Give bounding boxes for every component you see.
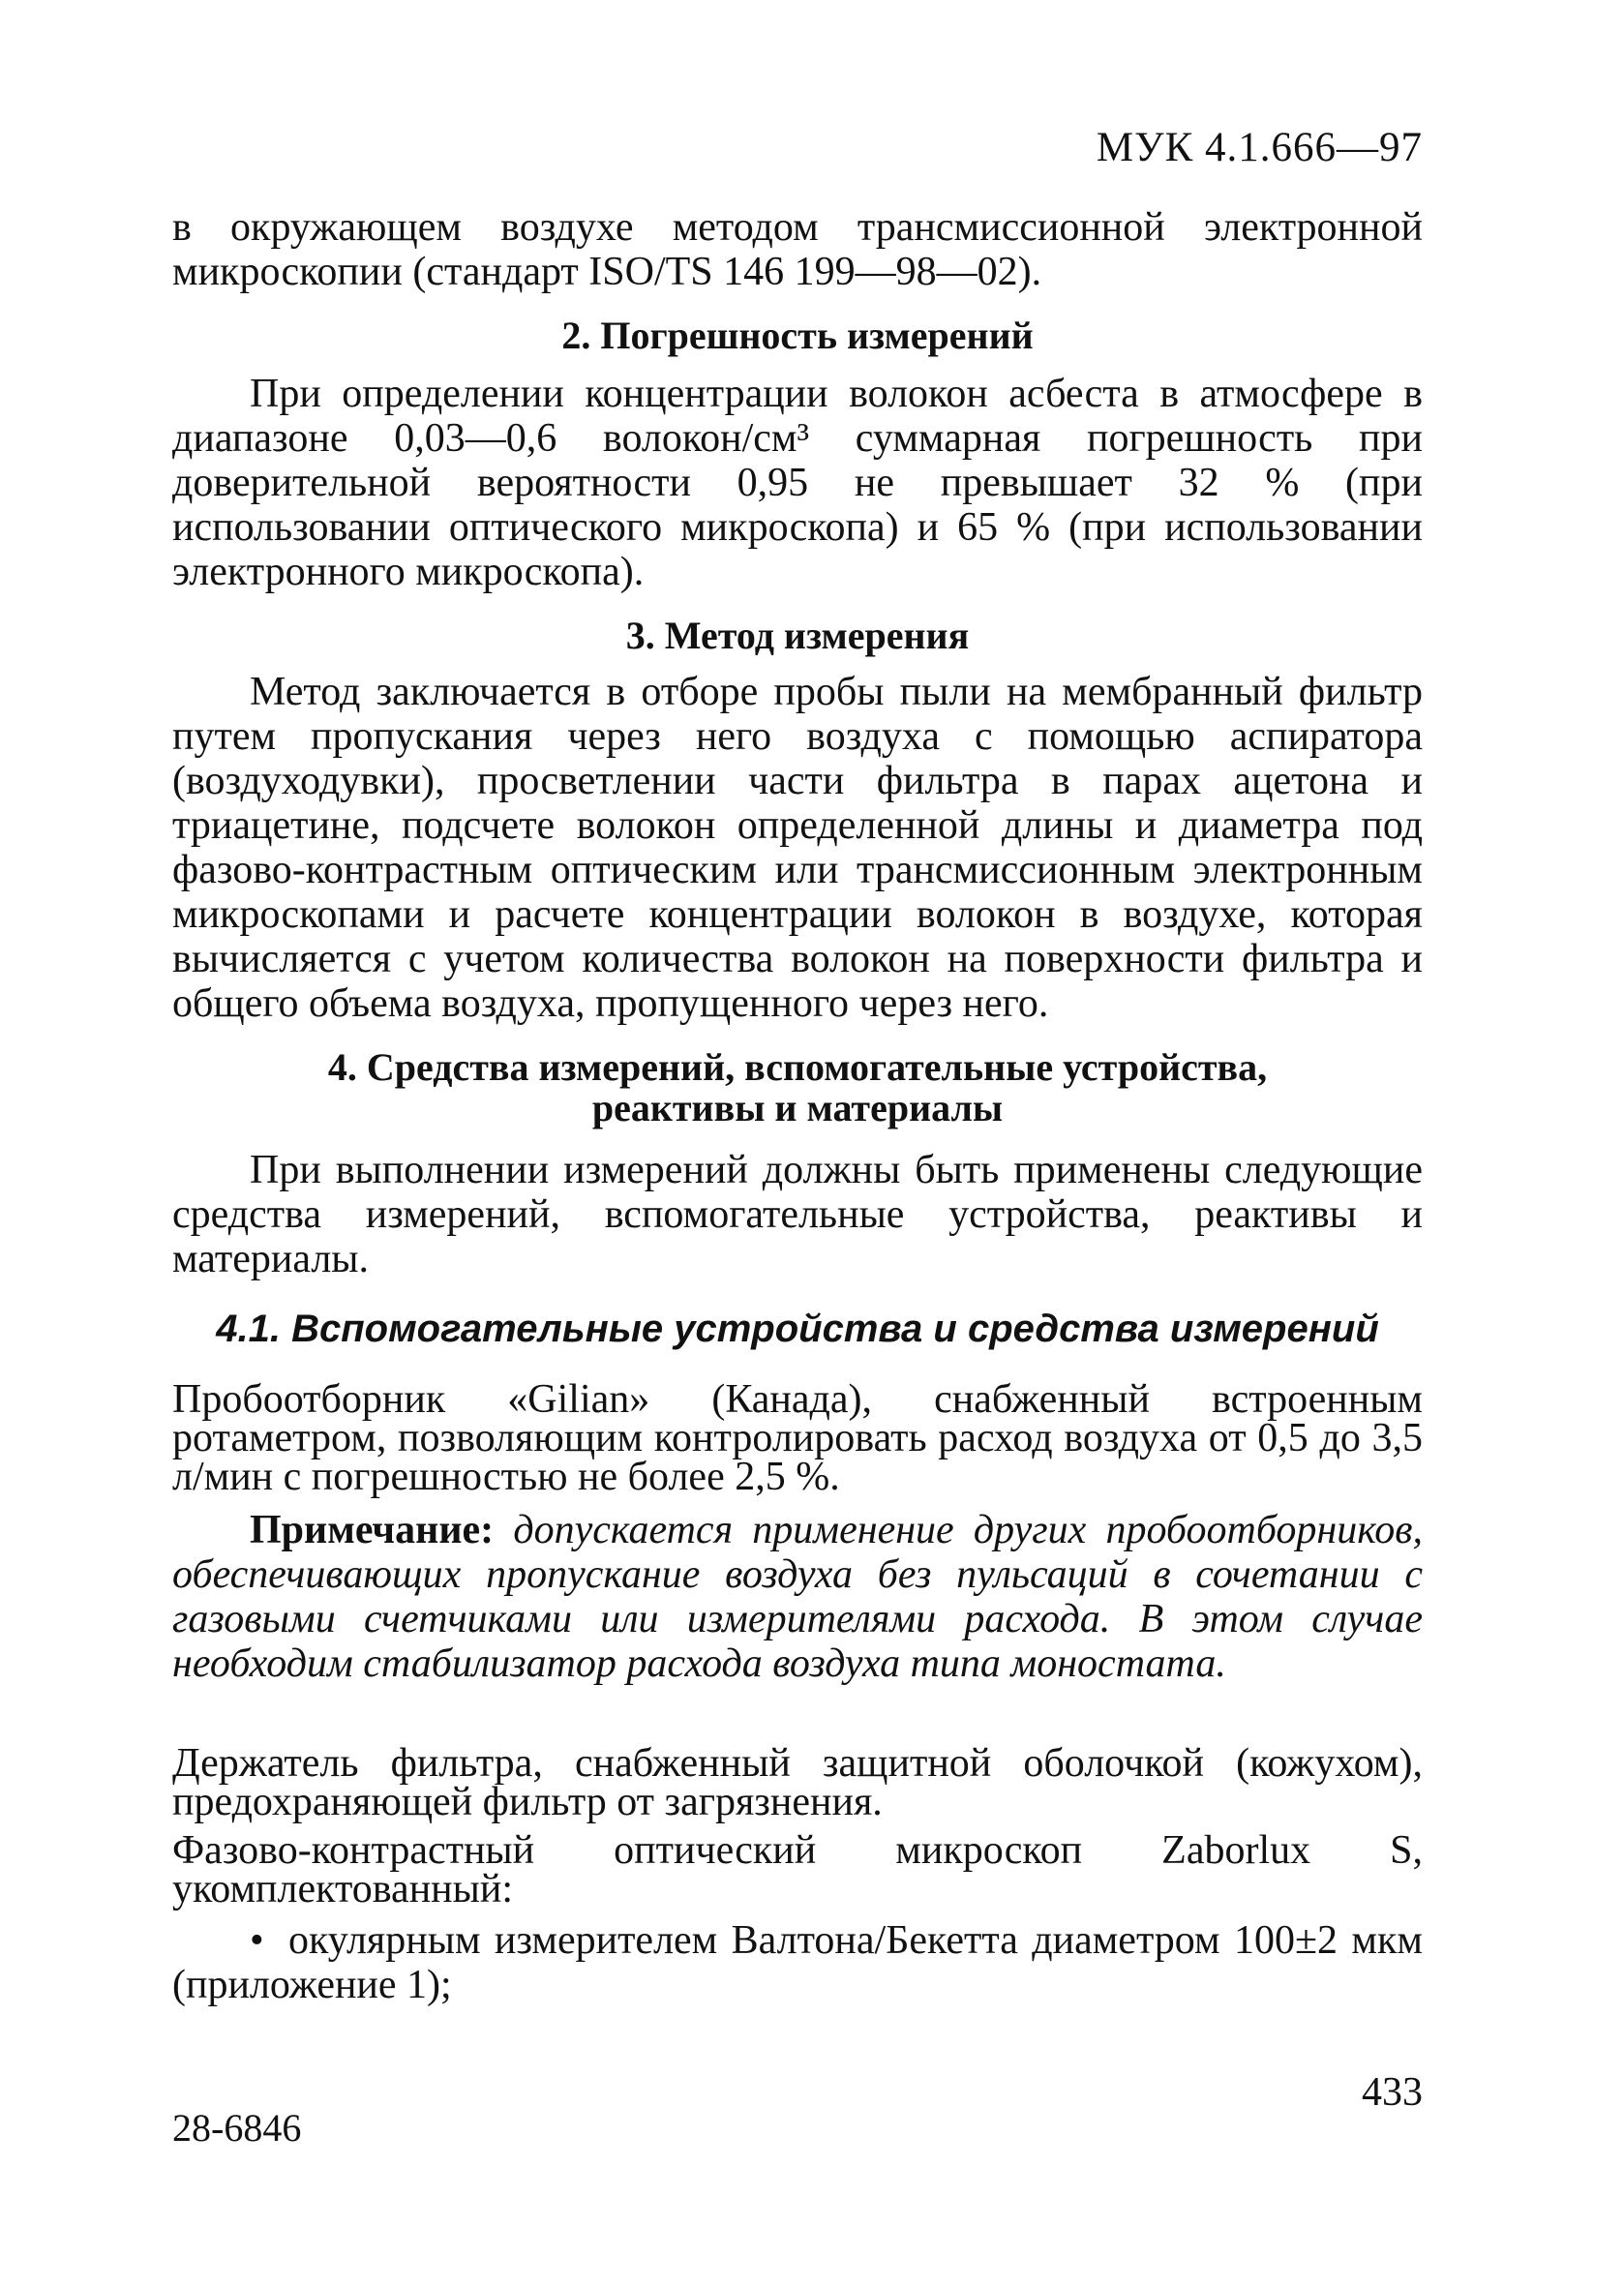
section-3-paragraph: Метод заключается в отборе пробы пыли на мембранный фильтр путем пропускания через него воздуха с помощью аспиратора (воздуходувки), просветлении части фильтра в парах ацетона и триацетине, подсчете волокон определенной длины и диаметра под фазово-контрастным оптическим или трансмиссионным электронным микроскопами и расчете концентрации волокон в воздухе, которая вычисляется с учетом количества волокон на поверхности фильтра и общего объема воздуха, пропущенного через него. xyxy=(172,670,1423,1026)
list-item-text: окулярным измерителем Валтона/Бекетта диаметром 100±2 мкм (приложение 1); xyxy=(172,1918,1423,2007)
print-signature: 28-6846 xyxy=(172,2106,302,2150)
page-number: 433 xyxy=(1362,2070,1423,2115)
subsection-4-1-heading: 4.1. Вспомогательные устройства и средства измерений xyxy=(216,1308,1379,1350)
bullet-icon: • xyxy=(250,1918,264,1963)
section-4-heading xyxy=(172,1047,1423,1128)
section-4-heading-line-2: реактивы и материалы xyxy=(591,1086,1004,1129)
note-paragraph xyxy=(172,1508,1423,1686)
microscope-paragraph: Фазово-контрастный оптический микроскоп Zaborlux S, укомплектованный: xyxy=(172,1828,1423,1911)
intro-paragraph: в окружающем воздухе методом трансмиссионной электронной микроскопии (стандарт ISO/TS 146 199—98—02). xyxy=(172,205,1423,294)
section-4-heading-line-1: 4. Средства измерений, вспомогательные устройства, xyxy=(327,1045,1268,1089)
page-content xyxy=(172,205,1423,2007)
section-2-paragraph: При определении концентрации волокон асбеста в атмосфере в диапазоне 0,03—0,6 волокон/см³ суммарная погрешность при доверительной вероятности 0,95 не превышает 32 % (при использовании оптического микроскопа) и 65 % (при использовании электронного микроскопа). xyxy=(172,372,1423,594)
document-code: МУК 4.1.666—97 xyxy=(1096,125,1423,170)
holder-paragraph: Держатель фильтра, снабженный защитной оболочкой (кожухом), предохраняющей фильтр от загрязнения. xyxy=(172,1741,1423,1824)
section-4-paragraph: При выполнении измерений должны быть применены следующие средства измерений, вспомогательные устройства, реактивы и материалы. xyxy=(172,1148,1423,1281)
section-3-heading: 3. Метод измерения xyxy=(625,614,970,657)
list-item xyxy=(172,1918,1423,2007)
note-text: допускается применение других пробоотборников, обеспечивающих пропускание воздуха без пульсаций в сочетании с газовыми счетчиками или измерителями расхода. В этом случае необходим стабилизатор расхода воздуха типа моностата. xyxy=(172,1508,1424,1686)
sampler-paragraph: Пробоотборник «Gilian» (Канада), снабженный встроенным ротаметром, позволяющим контролировать расход воздуха от 0,5 до 3,5 л/мин с погрешностью не более 2,5 %. xyxy=(172,1377,1423,1499)
note-label: Примечание: xyxy=(250,1508,495,1552)
section-2-heading: 2. Погрешность измерений xyxy=(561,314,1034,357)
